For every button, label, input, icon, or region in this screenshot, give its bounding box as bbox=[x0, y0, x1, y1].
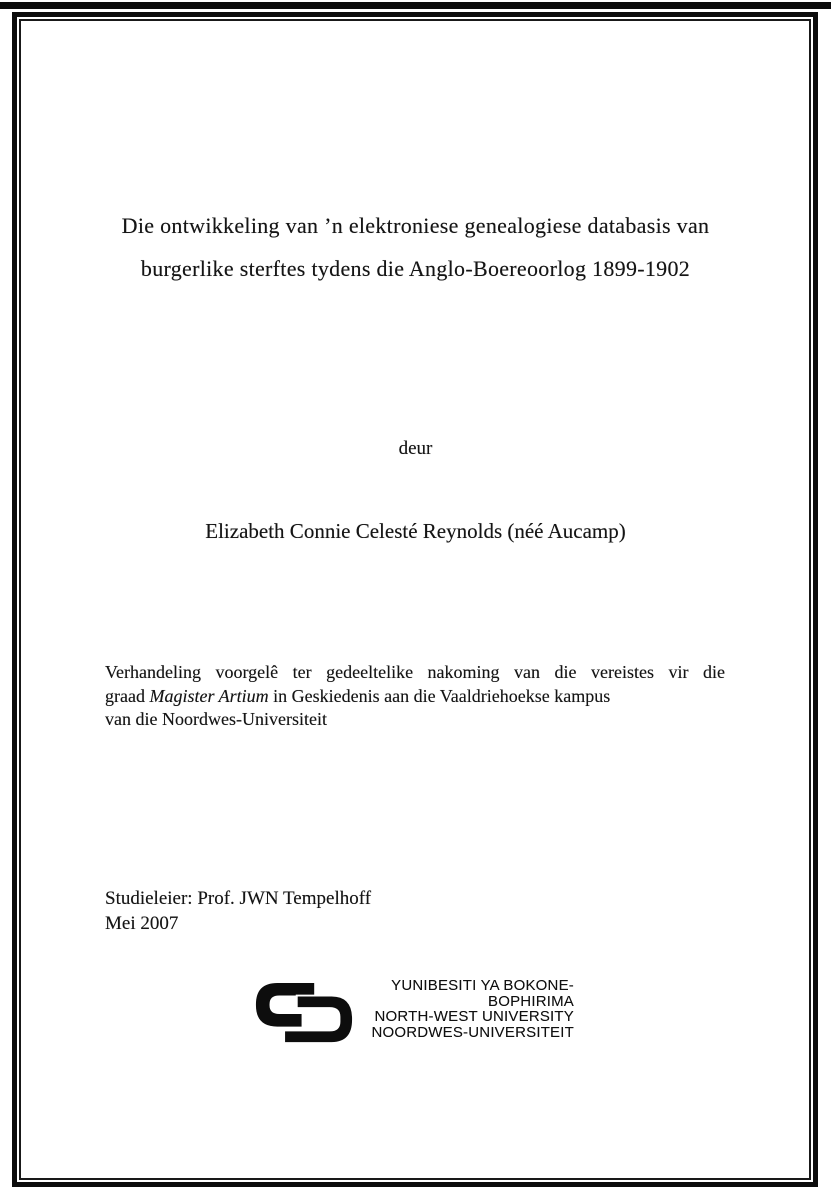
submission-statement-line-3: van die Noordwes-Universiteit bbox=[105, 709, 327, 729]
byline-deur: deur bbox=[398, 438, 433, 459]
degree-name-italic: Magister Artium bbox=[149, 685, 269, 706]
submission-statement-line-2 bbox=[105, 685, 725, 709]
statement-line2-post: in Geskiedenis aan die Vaaldriehoekse kampus bbox=[268, 685, 611, 706]
supervisor-and-date bbox=[105, 886, 371, 936]
university-logo-wordmark bbox=[320, 978, 574, 1040]
submission-statement-line-1: Verhandeling voorgelê ter gedeeltelike nakoming van die vereistes vir die bbox=[105, 662, 725, 682]
author-name: Elizabeth Connie Celesté Reynolds (néé Aucamp) bbox=[205, 519, 626, 543]
submission-statement bbox=[105, 661, 725, 732]
university-logo bbox=[254, 977, 574, 1045]
date-line: Mei 2007 bbox=[105, 913, 179, 934]
scan-edge-artifact bbox=[0, 2, 831, 9]
thesis-title bbox=[48, 204, 783, 290]
logo-text-english: NORTH-WEST UNIVERSITY bbox=[374, 1008, 574, 1025]
thesis-title-line-1: Die ontwikkeling van ’n elektroniese genealogiese databasis van bbox=[121, 213, 710, 238]
logo-text-afrikaans: NOORDWES-UNIVERSITEIT bbox=[371, 1023, 574, 1041]
thesis-title-line-2: burgerlike sterftes tydens die Anglo-Boereoorlog 1899-1902 bbox=[140, 256, 691, 281]
statement-line2-pre: graad bbox=[105, 685, 150, 706]
logo-text-setswana: YUNIBESITI YA BOKONE-BOPHIRIMA bbox=[391, 977, 574, 1010]
supervisor-line: Studieleier: Prof. JWN Tempelhoff bbox=[105, 888, 372, 909]
